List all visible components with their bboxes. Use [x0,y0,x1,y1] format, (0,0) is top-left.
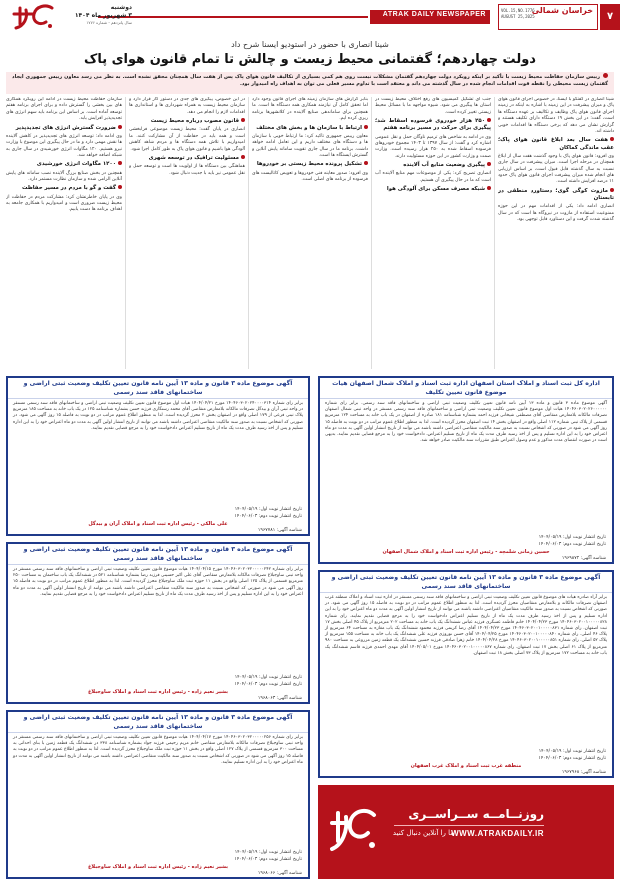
subheading: مسئولیت ترافیک در توسعه شهری [129,155,245,162]
article-body [6,97,614,369]
section-box [498,4,598,30]
paragraph: معاون رییس جمهوری تاکید کرد: ما ارتباط خوبی با سازمان ها و دستگاه های مختلف داریم و این تعامل ادامه خواهد داشت. برنامه ما در سال جاری تقویت سامانه پایش آنلاین و گسترش ایستگاه ها است. [252,133,368,159]
paragraph: وی در ادامه به شاخص های ترمیم ناوگان حمل و نقل عمومی اشاره کرد و گفت: از سال ۱۳۹۷ تا ۱۴۰۳ مجموع خودروهای فرسوده اسقاط شده به ۲۵۰ هزار رسیده است. وزارت صمت و وزارت کشور در این حوزه مسئولیت دارند. [375,134,491,159]
notice-body: برابر رای شماره ۱۴۰۴۶۰۳۰۲۰۳۲۰۰۰۰۰۲۴۲ مورخ ۱۴۰۴/۰۴/۱۵ هیات موضوع قانون تعیین تکلیف وضعیت ثبتی اراضی و ساختمانهای فاقد سند رسمی مستقر در واحد ثبتی ساوجبلاغ تصرفات مالکانه بلامعارض متقاضی آقای علی اکبر حسینی فرزند رضا بشماره شناسنامه ۵۲۱ در ششدانگ یک باب ساختمان به مساحت ۲۵۰ مترمربع قسمتی از پلاک ۱۲۵ اصلی واقع در بخش ۱۱ حوزه ثبت ملک ساوجبلاغ محرز گردیده است. لذا به منظور اطلاع عموم مراتب در دو نوبت به فاصله ۱۵ روز آگهی می شود در صورتی که اشخاص نسبت به صدور سند مالکیت متقاضی اعتراضی داشته باشند می توانند از تاریخ انتشار اولین آگهی به مدت دو ماه اعتراض خود را به این اداره تسلیم و پس از اخذ رسید ظرف مدت یک ماه از تاریخ تسلیم اعتراض دادخواست خود را به مرجع قضایی تقدیم نمایند. [13,567,303,597]
promo-divider [394,825,544,826]
notice-date-1: تاریخ انتشار نوبت اول: ۱۴۰۴/۰۵/۱۹ [234,507,302,512]
notice-reference: شناسه آگهی: ۱۹۶۹۸۷۲ [561,556,606,561]
notice-signature: بشیر نعیم زاده - رئیس اداره ثبت اسناد و املاک ساوجبلاغ [88,689,228,695]
column-divider [248,97,249,369]
notice-signature: منطقه غرب ثبت اسناد و املاک غرب اصفهان [410,763,522,769]
lead-paragraph [6,73,614,88]
notice-reference: شناسه آگهی: ۱۹۶۷۷۸۱ [257,528,302,533]
subheading: تشکیل پرونده محیط زیستی بر خودروها [252,161,368,168]
promo-headline: روزنــامــه ســراســری [408,807,544,821]
subheading: شبکه مصرف مسکن برای آلودگی هوا [375,186,491,193]
legal-notice [6,710,310,879]
subheading: گفت و گو با مردم در مسیر حفاظت [6,185,122,192]
notice-date-1: تاریخ انتشار نوبت اول: ۱۴۰۴/۰۵/۱۹ [538,749,606,754]
notice-body: برابر رای شماره ۱۴۰۴۶۰۳۰۲۰۳۲۰۰۰۰۰۲۵۶ مورخ ۱۴۰۴/۰۴/۱۷ هیات موضوع قانون تعیین تکلیف وضعیت ثبتی اراضی و ساختمانهای فاقد سند رسمی مستقر در واحد ثبتی ساوجبلاغ تصرفات مالکانه بلامعارض متقاضی خانم مریم رحیمی فرزند جواد بشماره شناسنامه ۳۳۸ در ششدانگ یک قطعه زمین با بنای احداثی به مساحت ۳۰۰ مترمربع قسمتی از پلاک ۱۲۷ اصلی واقع در بخش ۱۱ حوزه ثبت ملک ساوجبلاغ محرز گردیده است. لذا به منظور اطلاع عموم مراتب در دو نوبت به فاصله ۱۵ روز آگهی می شود در صورتی که اشخاص نسبت به صدور سند مالکیت متقاضی اعتراضی داشته باشند می توانند از تاریخ انتشار اولین آگهی به مدت دو ماه اعتراض خود را به این اداره تسلیم نمایند. [13,735,304,765]
subheading: پیگیری وضعیت منابع آب آلاینده [375,162,491,169]
legal-notice [6,542,310,704]
notice-body: برابر آراء صادره هیات های موضوع قانون تعیین تکلیف وضعیت ثبتی اراضی و ساختمانهای فاقد سند رسمی مستقر در اداره ثبت اسناد و املاک منطقه غرب اصفهان تصرفات مالکانه و بلامعارض متقاضیان محرز گردیده است. لذا به منظور اطلاع عموم مراتب در دو نوبت به فاصله ۱۵ روز آگهی می شود. در صورتی که اشخاص نسبت به صدور سند مالکیت متقاضیان اعتراضی داشته باشند می توانند از تاریخ انتشار اولین آگهی به مدت دو ماه اعتراض خود را به این اداره تسلیم و پس از اخذ رسید ظرف مدت یک ماه از تاریخ تسلیم اعتراض دادخواست خود را به مرجع قضایی تقدیم نمایند. رای شماره ۱۴۰۴۶۰۳۰۲۰۰۱۰۰۰۰۰۸۲۸ مورخ ۱۴۰۴/۰۴/۲۳ خانم فاطمه عسگری فرزند عباس ششدانگ یک باب خانه به مساحت ۲۰۲ مترمربع از پلاک ۴۵ اصلی بخش ۱۷ ثبت اصفهان. رای شماره ۱۴۰۴۶۰۳۰۲۰۰۱۰۰۰۰۰۸۳۱ مورخ ۱۴۰۴/۰۴/۲۳ آقای رضا کریمی فرزند محمود ششدانگ یک باب مغازه به مساحت ۶۴ مترمربع از پلاک ۴۶ اصلی. رای شماره ۱۴۰۴۶۰۳۰۲۰۰۱۰۰۰۰۰۸۴۰ مورخ ۱۴۰۴/۰۴/۲۵ آقای حسن نوروزی فرزند علی ششدانگ یک باب خانه به مساحت ۱۵۵ مترمربع از پلاک ۵۲ اصلی. رای شماره ۱۴۰۴۶۰۳۰۲۰۰۱۰۰۰۰۰۸۵۱ مورخ ۱۴۰۴/۰۴/۲۸ خانم زهرا صادقی فرزند حسین ششدانگ یک قطعه زمین مزروعی به مساحت ۹۸۰ مترمربع از پلاک ۶۱ اصلی بخش ۱۷ ثبت اصفهان. رای شماره ۱۴۰۴۶۰۳۰۲۰۰۱۰۰۰۰۰۸۶۷ مورخ ۱۴۰۴/۰۵/۰۱ آقای مهدی احمدی فرزند قاسم ششدانگ یک باب خانه به مساحت ۱۷۲ مترمربع از پلاک ۷۳ اصلی بخش ۱۸ ثبت اصفهان. [325,595,608,656]
newspaper-logo [6,2,58,32]
subheading: مازوت کوگی گوی؛ دستاورد منطقی در تابستان [498,187,614,202]
notice-title: آگهی موضوع ماده ۳ قانون و ماده ۱۳ آیین نامه قانون تعیین تکلیف وضعیت ثبتی اراضی و ساختمانهای فاقد سند رسمی [320,572,612,593]
paragraph: انصاری تصریح کرد: یکی از موضوعات مهم منابع آلاینده آب است که ما در حال پیگیری آن هستیم. [375,171,491,183]
page-number: ۷ [600,4,620,30]
subheading: هفت سال بعد ابلاغ قانون هوای پاک؛ عقب ماندگی کماکان [498,137,614,151]
daily-name: ATRAK DAILY NEWSPAPER [382,11,486,18]
issue-line-1: VOL.15,NO.1776 [501,8,535,13]
notice-title: آگهی موضوع ماده ۳ قانون و ماده ۱۳ آیین نامه قانون تعیین تکلیف وضعیت ثبتی اراضی و ساختمانهای فاقد سند رسمی [8,712,308,733]
date-block [62,4,132,26]
paragraph: بنابر گزارش های سازمان زمینه های اجرای قانون وجود دارد اما تحقق کامل آن نیازمند همکاری همه دستگاه ها است. ما همچنین برای ساماندهی صنایع آلاینده در کلانشهرها برنامه ریزی کرده ایم. [252,97,368,122]
masthead-rule [98,16,368,18]
column-divider [494,97,495,369]
paragraph: وی ادامه داد: توسعه انرژی های تجدیدپذیر در کاهش آلاینده ها نقش مهمی دارد و ما در حال پیگیری این موضوع با وزارت نیرو هستیم. ۱۲۰ مگاوات انرژی خورشیدی در سال جاری به شبکه اضافه خواهد شد. [6,133,122,159]
paragraph: انصاری ادامه داد: یکی از اقدامات مهم در این حوزه ممنوعیت استفاده از مازوت در نیروگاه ها است که در سال گذشته شدت گرفت و این دستاورد قابل توجهی بود. [498,204,614,223]
subheading: ضرورت گسترش انرژی های تجدیدپذیر [6,125,122,132]
legal-notice [318,570,614,778]
promo-banner[interactable] [318,785,614,879]
notice-body: آگهی موضوع ماده ۳ قانون و ماده ۱۳ آیین نامه قانون تعیین تکلیف وضعیت ثبتی اراضی و ساختمانهای فاقد سند رسمی. برابر رای شماره ۱۴۰۴۶۰۳۰۲۰۲۶۰۰۰۰۰۰ هیات اول موضوع قانون تعیین تکلیف وضعیت ثبتی اراضی و ساختمانهای فاقد سند رسمی مستقر در واحد ثبتی شمال اصفهان تصرفات مالکانه بلامعارض متقاضی آقای مصطفی شیخانی فرزند احمد بشماره شناسنامه ۱۸۱ صادره از اصفهان در یک باب خانه به مساحت ۱۲۴ مترمربع قسمتی از پلاک ثبتی شماره ۱۱۲ اصلی واقع در اصفهان بخش ۱۴ ثبت اصفهان محرز گردیده است. لذا به منظور اطلاع عموم مراتب در دو نوبت به فاصله ۱۵ روز آگهی می شود در صورتی که اشخاص نسبت به صدور سند مالکیت متقاضی اعتراضی داشته باشند می توانند از تاریخ انتشار اولین آگهی به مدت دو ماه اعتراض خود را به این اداره تسلیم و پس از اخذ رسید ظرف مدت یک ماه از تاریخ تسلیم اعتراض، دادخواست خود را به مرجع قضایی تقدیم نمایند. بدیهی است در صورت انقضای مدت مذکور و عدم وصول اعتراض طبق مقررات سند مالکیت صادر خواهد شد. [325,401,607,444]
notice-reference: شناسه آگهی: ۱۹۶۸۰۶۳ [257,696,302,701]
subheading: ۲۵۰ هزار خودروی فرسوده اسقاط شد؛ پیگیری برای حرکت در مسیر برنامه هفتم [375,118,491,132]
notice-date-1: تاریخ انتشار نوبت اول: ۱۴۰۴/۰۵/۱۹ [234,675,302,680]
paragraph: جنب ای تشکیل کمیسیون های رفع اختلاف محیط زیست در استان ها پیگیری می شود. شیوه مواجهه ما با مسائل محیط زیستی تغییر کرده است. [375,97,491,115]
article-column-3 [252,97,368,369]
notice-date-2: تاریخ انتشار نوبت دوم: ۱۴۰۴/۰۶/۰۳ [538,756,606,761]
subheading: ارتباط با سازمان ها و بخش های مختلف [252,125,368,132]
article-column-1 [498,97,614,369]
notice-date-2: تاریخ انتشار نوبت دوم: ۱۴۰۴/۰۶/۰۳ [234,682,302,687]
notice-reference: شناسه آگهی: ۱۹۶۷۹۶۸ [561,770,606,775]
notice-date-1: تاریخ انتشار نوبت اول: ۱۴۰۴/۰۵/۱۹ [234,850,302,855]
issue-info [501,8,535,20]
paragraph: وی افزود: قانون هوای پاک با وجود گذشت هفت سال از ابلاغ همچنان در مرحله اجرا است. میزان پیشرفت در سال جاری نسبت به سال گذشته قابل قبول است، بر اساس ارزیابی های انجام شده میزان پیشرفت اجرای قانون هوای پاک حدود ۱۱ درصد افزایش داشته است. [498,153,614,185]
paragraph: شینا انصاری در گفتگو با ایسنا، در خصوص اجرای قانون هوای پاک و میزان پیشرفت در این زمینه با اشاره به اینکه در زمینه اجرای قانون هوای پاک وظایف و تکالیف بر عهده دستگاه ها است، گفت: در این بخش ۱۹ دستگاه دارای تکلیف هستند و گزارش نشان می دهد که برخی دستگاه ها اقدامات خوبی داشته اند. [498,97,614,135]
subheading: قانون مصوب درباره محیط زیست [129,118,245,125]
issue-line-2: AUGUST 25,2025 [501,14,535,19]
promo-tagline: ما را آنلاین دنبال کنید [392,829,454,837]
bullet-icon [603,73,608,78]
notice-title: اداره کل ثبت اسناد و املاک استان اصفهان اداره ثبت اسناد و املاک شمال اصفهان هیات موضوع قانون تعیین تکلیف [320,378,612,399]
notice-body: برابر رای شماره ۱۴۰۴۶۰۳۰۲۰۲۴۰۰۰۰۳۱۴ مورخ ۱۴۰۴/۰۴/۲۱ هیات اول موضوع قانون تعیین تکلیف وضعیت ثبتی اراضی و ساختمانهای فاقد سند رسمی مستقر در واحد ثبتی آران و بیدگل تصرفات مالکانه بلامعارض متقاضی آقای محمد رستگاری فرزند حسن بشماره شناسنامه ۱۲۵ در یک باب خانه به مساحت ۱۸۵ مترمربع پلاک ثبتی فرعی از ۱۷۹ اصلی واقع در اصفهان بخش ۲ محرز گردیده است. لذا به منظور اطلاع عموم مراتب در دو نوبت به فاصله ۱۵ روز آگهی می شود. در صورتی که اشخاص نسبت به صدور سند مالکیت متقاضی اعتراضی داشته باشند می توانند از تاریخ انتشار اولین آگهی به مدت دو ماه اعتراض خود را به این اداره تسلیم و پس از اخذ رسید ظرف مدت یک ماه از تاریخ تسلیم اعتراض دادخواست خود را به مرجع قضایی تقدیم نمایند. [12,401,304,431]
notice-date-2: تاریخ انتشار نوبت دوم: ۱۴۰۴/۰۶/۰۳ [538,542,606,547]
notice-date-2: تاریخ انتشار نوبت دوم: ۱۴۰۴/۰۶/۰۳ [234,514,302,519]
notice-signature: بشیر نعیم زاده - رئیس اداره ثبت اسناد و املاک ساوجبلاغ [88,864,228,870]
weekday: دوشنبه [110,4,132,11]
notice-title: آگهی موضوع ماده ۳ قانون و ماده ۱۳ آیین نامه قانون تعیین تکلیف وضعیت ثبتی اراضی و ساختمانهای فاقد سند رسمی [8,544,308,565]
article-column-4 [129,97,245,369]
legal-notice [318,376,614,564]
daily-name-bar [370,10,490,24]
section-name: خراسان شمالی [531,6,593,15]
notice-signature: علی مالکی - رئیس اداره ثبت اسناد و املاک آران و بیدگل [88,521,228,527]
notice-reference: شناسه آگهی: ۱۹۶۸۰۶۶ [257,871,302,876]
notice-title: آگهی موضوع ماده ۳ قانون و ماده ۱۳ آیین نامه قانون تعیین تکلیف وضعیت ثبتی اراضی و ساختمانهای فاقد سند رسمی [8,378,308,399]
paragraph: در این خصوص، پیگیری های جدی در دستور کار قرار دارد و سازمان محیط زیست به همراه شهرداری ها و استانداری ها اقدامات لازم را انجام می دهد. [129,97,245,115]
paragraph: سازمان حفاظت محیط زیست در ادامه این رویکرد همکاری های بین بخشی را گسترش داده و برای اجرای برنامه هفتم توسعه آماده است. بر اساس این برنامه باید سهم انرژی های تجدیدپذیر افزایش یابد. [6,97,122,122]
date: ۳ شهریور ماه ۱۴۰۴ [74,12,132,19]
notice-date-2: تاریخ انتشار نوبت دوم: ۱۴۰۴/۰۶/۰۳ [234,857,302,862]
subheading: ۱۲۰۰ مگاوات انرژی خورشیدی [6,161,122,168]
issue-number: سال پانزدهم - شماره ۱۷۷۶ [86,20,132,25]
column-divider [125,97,126,369]
column-divider [371,97,372,369]
lead-text: رییس سازمان حفاظت محیط زیست با تأکید بر اینکه رویکرد دولت چهاردهم گفتمان مشکلات نیست روی هم کمی بسیاری از تکالیف قانون هوای پاک پس از هفت سال همچنان محقق نشده است. به نظر می رسد معاون رییس جمهوری ایجاد گفتمان زیست محیطی را نقطه قوت اقدامات انجام شده در سال گذشته می داند و معتقد است با تداوم مسیر فعلی می توان به اهداف راه امیدوار بود. [12,74,608,87]
headline: دولت چهاردهم؛ گفتمانی محیط زیست و چالش تا تمام قانون هوای پاک [84,52,536,67]
masthead [0,0,620,36]
promo-website-link[interactable]: WWW.ATRAKDAILY.IR [451,829,544,838]
article-column-2 [375,97,491,369]
paragraph: وی در پایان خاطرنشان کرد: مشارکت مردم در حفاظت از محیط زیست ضروری است و امیدواریم با همکاری جامعه به اهداف برنامه ها دست یابیم. [6,194,122,213]
notice-date-1: تاریخ انتشار نوبت اول: ۱۴۰۴/۰۵/۱۹ [538,535,606,540]
kicker: شینا انصاری با حضور در استودیو ایسنا شرح داد [231,40,389,49]
paragraph: همچنین در بخش صنایع بزرگ آلاینده نصب سامانه های پایش آنلاین الزامی شده و سازمان نظارت مستمر دارد. [6,170,122,183]
legal-notice [6,376,310,536]
paragraph: انصاری در پایان گفت: محیط زیست موضوعی فرابخشی است و همه باید در حفاظت از آن مشارکت کنند. ما امیدواریم با تلاش همه دستگاه ها و مردم شاهد کاهش آلودگی هوا باشیم و قانون هوای پاک به طور کامل اجرا شود. [129,127,245,152]
article-column-5 [6,97,122,369]
notice-signature: حسین زمانی شلمچه - رئیس اداره ثبت اسناد و املاک شمال اصفهان [382,549,550,555]
newspaper-logo-icon [324,801,384,861]
paragraph: هماهنگی بین دستگاه ها از اولویت ها است و توسعه حمل و نقل عمومی نیز باید با جدیت دنبال شود. [129,164,245,176]
paragraph: وی افزود: صدور معاینه فنی خودروها و تعویض کاتالیست های فرسوده از برنامه های اصلی است. [252,170,368,183]
